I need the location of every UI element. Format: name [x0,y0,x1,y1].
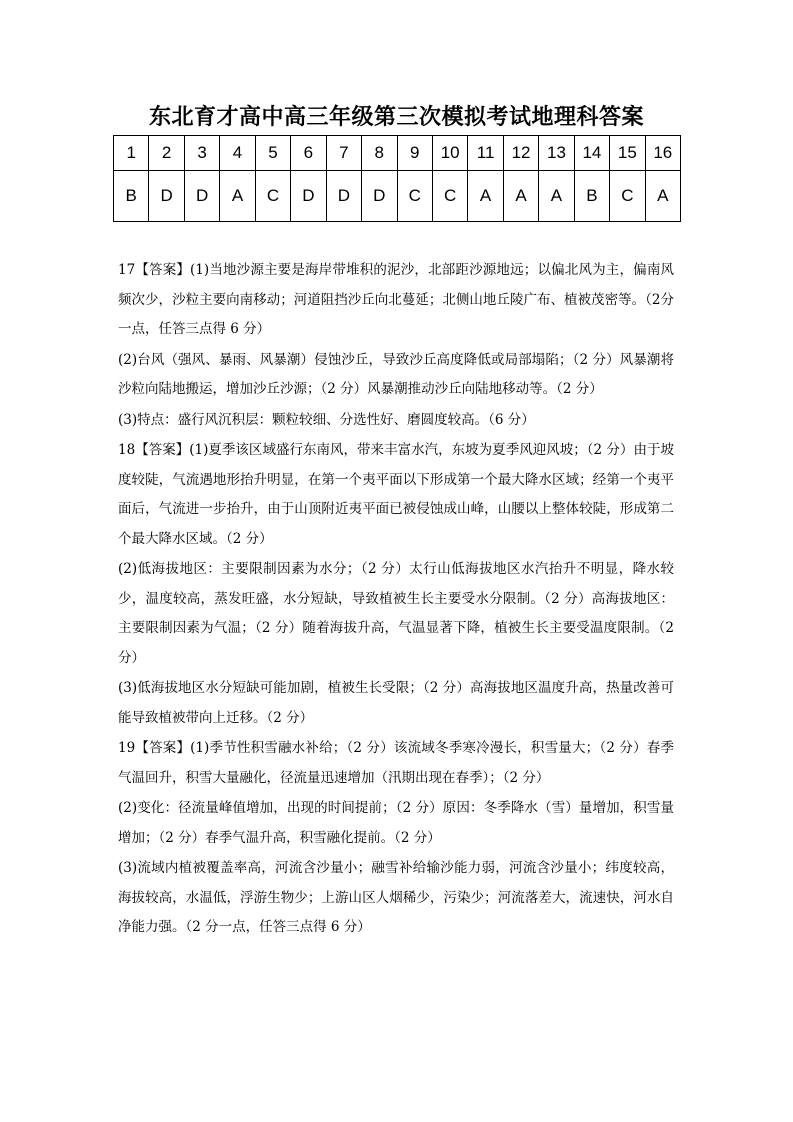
answer-table [113,135,681,222]
answer-cell: D [184,171,219,222]
question-number-cell: 1 [114,136,149,171]
question-number-cell: 5 [255,136,290,171]
question-number-cell: 9 [397,136,432,171]
answer-cell: C [432,171,467,222]
q18-part3: (3)低海拔地区水分短缺可能加剧，植被生长受限；（2 分）高海拔地区温度升高，热量改善可能导致植被带向上迁移。（2 分） [118,680,674,726]
answer-cell: C [610,171,645,222]
answer-cell: C [397,171,432,222]
q19-part1: 19【答案】(1)季节性积雪融水补给；（2 分）该流域冬季寒冷漫长，积雪量大；（2 分）春季气温回升，积雪大量融化，径流量迅速增加（汛期出现在春季）；（2 分） [118,740,674,786]
answer-cell: A [220,171,255,222]
question-number-row [114,136,681,171]
q19-part3: (3)流域内植被覆盖率高，河流含沙量小；融雪补给输沙能力弱，河流含沙量小；纬度较高，海拔较高，水温低，浮游生物少；上游山区人烟稀少，污染少；河流落差大，流速快，河水自净能力强。（2 分一点，任答三点得 6 分） [118,860,674,935]
answer-cell: D [291,171,326,222]
q18-part1: 18【答案】(1)夏季该区域盛行东南风，带来丰富水汽，东坡为夏季风迎风坡；（2 分）由于坡度较陡，气流遇地形抬升明显，在第一个夷平面以下形成第一个最大降水区域；经第一个夷平面后，气流进一步抬升，由于山顶附近夷平面已被侵蚀成山峰，山腰以上整体较陡，形成第二个最大降水区域。（2 分） [118,442,674,547]
q19-part2: (2)变化：径流量峰值增加，出现的时间提前；（2 分）原因：冬季降水（雪）量增加，积雪量增加；（2 分）春季气温升高，积雪融化提前。（2 分） [118,800,674,846]
question-number-cell: 10 [432,136,467,171]
q17-part2: (2)台风（强风、暴雨、风暴潮）侵蚀沙丘，导致沙丘高度降低或局部塌陷；（2 分）风暴潮将沙粒向陆地搬运，增加沙丘沙源；（2 分）风暴潮推动沙丘向陆地移动等。（2 分） [118,351,674,397]
answer-row [114,171,681,222]
answer-cell: A [503,171,538,222]
q17-part1: 17【答案】(1)当地沙源主要是海岸带堆积的泥沙，北部距沙源地远；以偏北风为主，偏南风频次少，沙粒主要向南移动；河道阻挡沙丘向北蔓延；北侧山地丘陵广布、植被茂密等。（2分一点，任答三点得 6 分） [118,262,674,337]
question-number-cell: 8 [362,136,397,171]
answer-cell: C [255,171,290,222]
q18-part2: (2)低海拔地区：主要限制因素为水分；（2 分）太行山低海拔地区水汽抬升不明显，降水较少，温度较高，蒸发旺盛，水分短缺，导致植被生长主要受水分限制。（2 分）高海拔地区：主要限制因素为气温；（2 分）随着海拔升高，气温显著下降，植被生长主要受温度限制。（2 分） [118,561,674,666]
question-number-cell: 13 [539,136,574,171]
answer-cell: A [645,171,680,222]
question-number-cell: 12 [503,136,538,171]
answer-cell: A [468,171,503,222]
answer-cell: A [539,171,574,222]
question-number-cell: 7 [326,136,361,171]
question-number-cell: 14 [574,136,609,171]
answer-cell: D [326,171,361,222]
question-number-cell: 11 [468,136,503,171]
question-number-cell: 4 [220,136,255,171]
answer-cell: B [114,171,149,222]
page-title: 东北育才高中高三年级第三次模拟考试地理科答案 [148,105,644,130]
answer-explanations [118,256,674,944]
answer-cell: D [362,171,397,222]
question-number-cell: 6 [291,136,326,171]
question-number-cell: 15 [610,136,645,171]
answer-cell: B [574,171,609,222]
answer-cell: D [149,171,184,222]
q17-part3: (3)特点：盛行风沉积层：颗粒较细、分选性好、磨圆度较高。（6 分） [118,411,535,428]
question-number-cell: 2 [149,136,184,171]
question-number-cell: 16 [645,136,680,171]
question-number-cell: 3 [184,136,219,171]
